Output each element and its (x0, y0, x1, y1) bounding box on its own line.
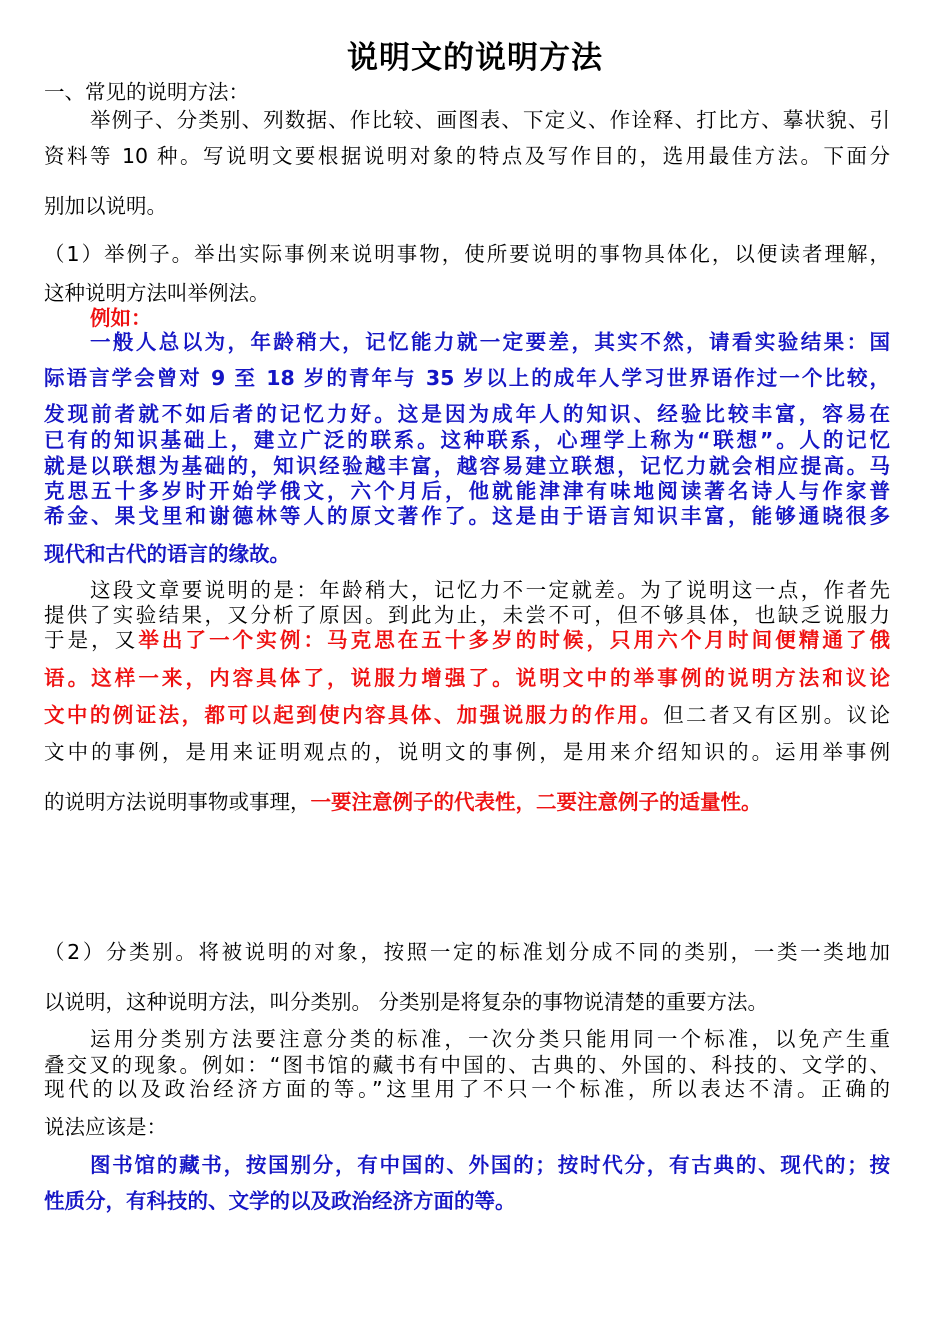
section-heading: 一、常见的说明方法： (44, 80, 249, 104)
example-line: 际语言学会曾对 9 至 18 岁的青年与 35 岁以上的成年人学习世界语作过一个比较， (44, 366, 890, 390)
example-line: 发现前者就不如后者的记忆力好。这是因为成年人的知识、经验比较丰富，容易在 (44, 402, 890, 426)
highlight-text: 一要注意例子的代表性，二要注意例子的适量性。 (310, 790, 762, 814)
example-line: 已有的知识基础上，建立广泛的联系。这种联系，心理学上称为“联想”。人的记忆 (44, 428, 890, 452)
paragraph-line: 运用分类别方法要注意分类的标准，一次分类只能用同一个标准，以免产生重 (90, 1027, 890, 1051)
example-line: 一般人总以为，年龄稍大，记忆能力就一定要差，其实不然，请看实验结果：国 (90, 330, 890, 354)
highlight-text: 文中的例证法，都可以起到使内容具体、加强说服力的作用。 (44, 703, 664, 727)
paragraph-line: 说法应该是： (44, 1115, 167, 1139)
paragraph-line: 这种说明方法叫举例法。 (44, 281, 270, 305)
analysis-text: 的说明方法说明事物或事理， (44, 790, 311, 814)
analysis-text: 但二者又有区别。议论 (663, 703, 890, 727)
method-heading: （2）分类别。将被说明的对象，按照一定的标准划分成不同的类别，一类一类地加 (44, 940, 890, 964)
paragraph-line: 以说明，这种说明方法，叫分类别。 分类别是将复杂的事物说清楚的重要方法。 (44, 990, 769, 1014)
example-line: 希金、果戈里和谢德林等人的原文著作了。这是由于语言知识丰富，能够通晓很多 (44, 504, 890, 528)
analysis-line (44, 630, 890, 651)
analysis-line: 这段文章要说明的是：年龄稍大，记忆力不一定就差。为了说明这一点，作者先 (90, 578, 890, 602)
example-line: 克思五十多岁时开始学俄文，六个月后，他就能津津有味地阅读著名诗人与作家普 (44, 479, 890, 503)
paragraph-line: 现代的以及政治经济方面的等。”这里用了不只一个标准，所以表达不清。正确的 (44, 1077, 890, 1101)
paragraph-line: 叠交叉的现象。例如：“图书馆的藏书有中国的、古典的、外国的、科技的、文学的、 (44, 1053, 890, 1077)
analysis-line: 提供了实验结果，又分析了原因。到此为止，未尝不可，但不够具体，也缺乏说服力 (44, 603, 890, 627)
analysis-text: 于是，又 (44, 628, 139, 652)
highlight-line: 语。这样一来，内容具体了，说服力增强了。说明文中的举事例的说明方法和议论 (44, 666, 890, 690)
highlight-text: 举出了一个实例：马克思在五十多岁的时候，只用六个月时间便精通了俄 (138, 628, 890, 652)
example-label: 例如： (90, 306, 152, 330)
example-line: 现代和古代的语言的缘故。 (44, 542, 290, 566)
example-line: 性质分，有科技的、文学的以及政治经济方面的等。 (44, 1189, 516, 1213)
example-line: 图书馆的藏书，按国别分，有中国的、外国的；按时代分，有古典的、现代的；按 (90, 1153, 890, 1177)
example-line: 就是以联想为基础的，知识经验越丰富，越容易建立联想，记忆力就会相应提高。马 (44, 454, 890, 478)
analysis-line: 文中的事例，是用来证明观点的，说明文的事例，是用来介绍知识的。运用举事例 (44, 740, 890, 764)
paragraph-line: 别加以说明。 (44, 194, 167, 218)
paragraph-line: 举例子、分类别、列数据、作比较、画图表、下定义、作诠释、打比方、摹状貌、引 (90, 108, 890, 132)
paragraph-line: 资料等 10 种。写说明文要根据说明对象的特点及写作目的，选用最佳方法。下面分 (44, 144, 890, 168)
page-title: 说明文的说明方法 (347, 40, 603, 76)
analysis-line (44, 792, 762, 813)
method-heading: （1）举例子。举出实际事例来说明事物，使所要说明的事物具体化，以便读者理解， (44, 242, 890, 266)
analysis-line (44, 705, 890, 726)
